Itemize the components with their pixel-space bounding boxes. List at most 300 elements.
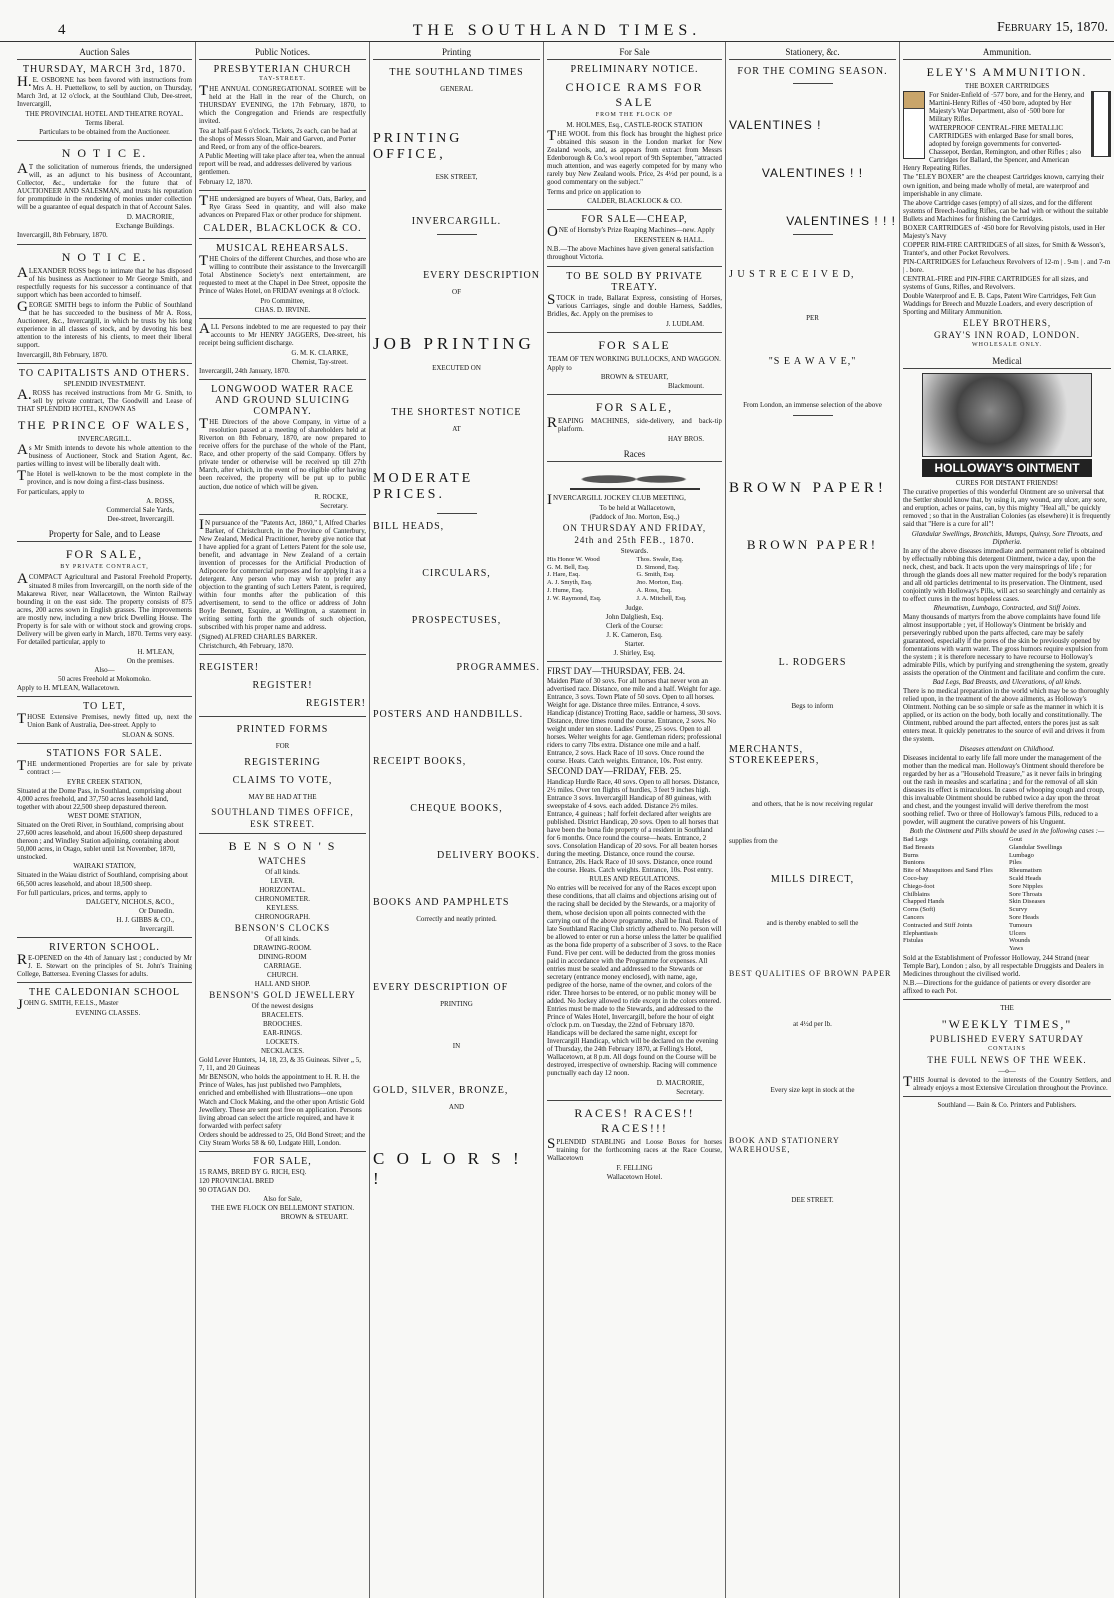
ad-subheading: Glandular Swellings, Bronchitis, Mumps, Quinsy, Sore Throats, and Diptheria. [911, 529, 1103, 546]
ad-body: AT the solicitation of numerous friends, the undersigned will, as an adjunct to his business of Accountant, Collector, &c., undertake for the future that of AUCTIONEER AND SALESMAN, and trusts his reputation for promptitude in the rendering of monies under collection will be a guarantee of equal despatch in that of Account Sales. [17, 161, 192, 212]
list-item: HALL AND SHOP. [254, 980, 311, 989]
ailment-item: Chilblains [903, 890, 930, 898]
masthead [0, 0, 1114, 42]
list-item: DRAWING-ROOM. [253, 944, 312, 953]
signature: Commercial Sale Yards, [106, 506, 174, 515]
signature: BROWN & STEUART. [280, 1212, 348, 1221]
holloway-banner: HOLLOWAY'S OINTMENT [922, 459, 1092, 477]
ad-line: PRINTING [440, 1000, 473, 1008]
divider [199, 379, 366, 380]
ad-subheading: WAIRAKI STATION, [73, 862, 136, 871]
ad-heading: CHEQUE BOOKS, [410, 803, 503, 814]
spacer [729, 772, 896, 794]
ailment-item: Corns (Soft) [903, 906, 936, 914]
list-item: EAR-RINGS. [262, 1029, 303, 1038]
register-line: REGISTER! [199, 662, 260, 674]
ad-line: Also— [94, 665, 115, 674]
ad-heading: REGISTERING [244, 757, 321, 769]
spacer [373, 302, 540, 324]
ad-body: Sold at the Establishment of Professor Holloway, 244 Strand (near Temple Bar), London ; also, by all respectable Druggists and Dealers in Medicines throughout the civilised world. [903, 953, 1104, 978]
ailment-item: Sore Nipples [1009, 882, 1043, 890]
ad-line: THE EWE FLOCK ON BELLEMONT STATION. [210, 1203, 355, 1212]
spacer [373, 1014, 540, 1036]
ad-line: Of all kinds. [265, 935, 300, 944]
signature: F. FELLING [616, 1163, 653, 1172]
ad-body: THE undermentioned Properties are for sale by private contract :— [17, 758, 192, 777]
section-header: Races [547, 444, 722, 462]
ad-body: The above Cartridge cases (empty) of all sizes, and for the different systems of Breech-loading Rifles, can be had with or without the suitable Bullets and Machines for finishing the Cartridges. [903, 198, 1109, 223]
section-header: Property for Sale, and to Lease [17, 524, 192, 542]
spacer [373, 586, 540, 608]
spacer [729, 373, 896, 395]
ad-heading: PROGRAMMES. [456, 662, 540, 673]
ailments-left [903, 836, 1005, 953]
ad-body: The Hotel is well-known to be the most complete in the province, and is now doing a first-class business. [17, 468, 192, 487]
ad-heading: FOR SALE, [595, 399, 674, 414]
ailment-item: Wounds [1009, 937, 1031, 945]
ad-heading: VALENTINES ! [729, 118, 822, 132]
spacer [729, 1168, 896, 1190]
ad-heading: B E N S O N ' S [228, 839, 337, 854]
divider [903, 999, 1111, 1000]
ad-heading: TO CAPITALISTS AND OTHERS. [18, 368, 191, 380]
signature: CHAS. D. IRVINE. [254, 305, 311, 314]
ailment-item: Piles [1009, 859, 1022, 867]
ad-body: CENTRAL-FIRE and PIN-FIRE CARTRIDGES for all sizes, and systems of Guns, Rifles, and Revolvers. [903, 275, 1089, 292]
signature: SLOAN & SONS. [122, 731, 174, 740]
ailment-item: Burns [903, 851, 919, 859]
ailment-item: Bad Breasts [903, 843, 935, 851]
ad-heading: PRESBYTERIAN CHURCH [213, 64, 352, 75]
divider [17, 140, 192, 141]
divider [199, 238, 366, 239]
spacer [373, 539, 540, 561]
signature: R. ROCKE, [314, 492, 348, 501]
ailment-item: Ulcers [1009, 929, 1026, 937]
ailment-item: Contracted and Stiff Joints [903, 921, 973, 929]
list-item: BROOCHES. [262, 1020, 303, 1029]
ad-line: INVERCARGILL. [77, 435, 132, 444]
spacer [729, 1034, 896, 1080]
section-header: Printing [373, 42, 540, 60]
ad-line: Of the newest designs [251, 1002, 314, 1011]
ad-subheading: BY PRIVATE CONTRACT, [60, 564, 149, 571]
divider [903, 1096, 1111, 1097]
ailments-list [903, 836, 1111, 953]
divider [547, 266, 722, 267]
divider [547, 661, 722, 662]
ad-subheading: Rheumatism, Lumbago, Contracted, and Stiff Joints. [933, 603, 1081, 612]
spacer [373, 680, 540, 702]
signature: GRAY'S INN ROAD, LONDON. [933, 330, 1081, 341]
list-item: 90 OTAGAN DO. [199, 1185, 251, 1194]
ad-body: THE WOOL from this flock has brought the highest price obtained this season in the London market for New Zealand wools, and, as appears from extract from Messrs Edenborough & Co.'s wool report of 9th September, "attracted much attention, and was eagerly competed for by many who rarely buy New Zealand wools. Price, 2s 4½d per pound, is a good commentary on the subject." [547, 128, 722, 187]
ad-heading: TO LET, [83, 700, 126, 712]
race-day-heading: FIRST DAY—THURSDAY, FEB. 24. [547, 665, 686, 676]
ad-line: supplies from the [729, 837, 778, 845]
ad-line: Also for Sale, [263, 1194, 302, 1203]
spacer [729, 933, 896, 955]
dateline: February 12, 1870. [199, 177, 253, 186]
spacer [729, 674, 896, 696]
ad-subheading: 24th and 25th FEB., 1870. [574, 534, 695, 545]
ad-subheading: TAY-STREET. [259, 76, 306, 82]
ailment-item: Rheumatism [1009, 867, 1042, 875]
list-item: CARRIAGE. [263, 962, 302, 971]
ad-heading: INVERCARGILL JOCKEY CLUB MEETING, [547, 491, 686, 508]
signature: Secretary. [320, 501, 348, 510]
ad-heading: CLAIMS TO VOTE, [232, 775, 333, 787]
ad-body: IN pursuance of the "Patents Act, 1860," I, Alfred Charles Barker, of Christchurch, in the Province of Canterbury, New Zealand, Medical Practitioner, hereby give notice that I have applied for a grant of Letters Patent for the sole use, benefit, and advantage in New Zealand of a certain invention of processes for the Artificial Production of Adipocere for commercial purposes and for applying it as a detergent. Any person who may wish to prefer any objection to the granting of such Letters Patent, is required, within four months after the publication of this advertisement, to send to the office or address of John Boyle Bennett, Esquire, at Wellington, a statement in writing setting forth the grounds of such objection, subscribed with his proper name and address. [199, 516, 366, 632]
divider [199, 1151, 366, 1152]
ad-heading: J U S T R E C E I V E D, [729, 269, 855, 280]
spacer [373, 774, 540, 796]
spacer [729, 286, 896, 308]
ad-heading: FOR SALE, [65, 547, 144, 562]
racehorse-illustration [570, 466, 700, 490]
signature: ELEY BROTHERS, [962, 318, 1052, 329]
race-day-heading: SECOND DAY—FRIDAY, FEB. 25. [547, 766, 682, 777]
ad-line: N.B.—The above Machines have given general satisfaction throughout Victoria. [547, 245, 714, 262]
ad-heading: BROWN PAPER! [746, 537, 879, 552]
ad-line: IN [452, 1042, 461, 1050]
ad-heading: STATIONS FOR SALE. [46, 748, 163, 760]
stewards-list [547, 556, 722, 603]
signature: Wallacetown Hotel. [606, 1172, 663, 1181]
column-public-notices [196, 42, 370, 1598]
ad-line: Judge. [625, 603, 644, 612]
signature: Chemist, Tay-street. [291, 358, 348, 367]
ad-subheading: THE PROVINCIAL HOTEL AND THEATRE ROYAL. [25, 110, 184, 119]
ad-heading: BOOK AND STATIONERY WAREHOUSE, [729, 1136, 840, 1155]
ad-line: OF [452, 288, 461, 296]
list-item: HORIZONTAL. [259, 886, 306, 895]
ad-subheading: Bad Legs, Bad Breasts, and Ulcerations, of all kinds. [932, 678, 1082, 687]
signature: A. ROSS, [146, 497, 174, 506]
imprint: Southland — Bain & Co. Printers and Publishers. [937, 1101, 1077, 1110]
divider [17, 244, 192, 245]
column-ammunition-medical [900, 42, 1114, 1598]
ad-subheading: CURES FOR DISTANT FRIENDS! [955, 479, 1059, 488]
list-item: G. M. Bell, Esq. [547, 563, 590, 571]
divider [17, 743, 192, 744]
spacer [373, 99, 540, 121]
ad-body: ALEXANDER ROSS begs to intimate that he has disposed of his business as Auctioneer to Mr George Smith, and respectfully requests for his successor a continuance of that support which has been accorded to himself. [17, 264, 192, 299]
spacer [729, 1100, 896, 1122]
ailment-item: Gout [1009, 835, 1022, 843]
spacer [729, 422, 896, 468]
ad-line: Begs to inform [791, 702, 834, 710]
cartridge-icon [1091, 91, 1111, 157]
ad-subheading: BENSON'S CLOCKS [234, 923, 331, 934]
ad-body: JOHN G. SMITH, F.E.I.S., Master [17, 996, 119, 1013]
ad-line: at 4½d per lb. [793, 1020, 832, 1029]
list-item: 15 RAMS, BRED BY G. RICH, ESQ. [199, 1167, 307, 1176]
ad-body: THOSE Extensive Premises, newly fitted up, next the Union Bank of Australia, Dee-street. Apply to [17, 710, 192, 729]
ad-body: The "ELEY BOXER" are the cheapest Cartridges known, carrying their own ignition, and being made wholly of metal, are waterproof and imperishable in any climate. [903, 173, 1105, 198]
spacer [729, 328, 896, 350]
ad-heading: PRINTED FORMS [236, 724, 329, 736]
list-item: J. Hume, Esq. [547, 587, 584, 595]
ad-heading: THE SHORTEST NOTICE [391, 407, 522, 418]
ad-heading: INVERCARGILL. [411, 216, 502, 227]
signature: CALDER, BLACKLOCK & CO. [203, 222, 362, 234]
cartridge-icon [903, 91, 925, 159]
ad-body: Situated in the Waiau district of Southland, comprising about 66,500 acres leasehold, and about 18,500 sheep. [17, 871, 188, 888]
ad-body: Orders should be addressed to 25, Old Bond Street; and the City Steam Works 58 & 60, Ludgate Hill, London. [199, 1130, 366, 1147]
ailment-item: Bad Legs [903, 835, 928, 843]
ailment-item: Skin Diseases [1009, 898, 1046, 906]
spacer [373, 633, 540, 655]
ailment-item: Scurvy [1009, 906, 1028, 914]
ad-line: AND [448, 1103, 465, 1111]
ad-line: From London, an immense selection of the above [743, 401, 882, 409]
ad-subheading: ON THURSDAY AND FRIDAY, [562, 522, 707, 533]
ad-heading: JOB PRINTING [373, 334, 535, 353]
divider [17, 696, 192, 697]
list-item: G. Smith, Esq. [636, 571, 675, 579]
divider [793, 83, 833, 84]
ad-line: To be held at Wallacetown, [599, 503, 676, 512]
ad-body: Situated at the Dome Pass, in Southland, comprising about 4,000 acres freehold, and 37,750 acres leasehold land, together with about 22,500 sheep depastured thereon. [17, 787, 182, 812]
list-item: LOCKETS. [265, 1038, 300, 1047]
list-item: CHRONOGRAPH. [254, 913, 311, 922]
list-item: J. Hare, Esq. [547, 571, 581, 579]
signature: Dee-street, Invercargill. [107, 515, 174, 524]
ad-body: The curative properties of this wonderful Ointment are so universal that the Settler should know that, by using it, any wound, any ulcer, any sore, and eruption, aches or pains, can, by this mighty "Heal all," be quickly removed ; so that in the Australian Colonies (as elsewhere) it is frequently said that "Here is a cure for all"! [903, 488, 1111, 529]
ad-heading: VALENTINES ! ! ! [786, 214, 896, 228]
ad-subheading: THE BOXER CARTRIDGES [964, 82, 1050, 90]
column-printing [370, 42, 544, 1598]
list-item: DINING-ROOM [258, 953, 307, 962]
dateline: Invercargill, 8th February, 1870. [17, 350, 108, 359]
section-header: Public Notices. [199, 42, 366, 60]
spacer [373, 439, 540, 461]
list-item: D. Simond, Esq. [636, 563, 680, 571]
ad-body: THE undersigned are buyers of Wheat, Oats, Barley, and Rye Grass Seed in quantity, and will also make advances on Prepared Flax or other produce for shipment. [199, 192, 366, 219]
spacer [729, 559, 896, 605]
ad-line: Of all kinds. [265, 868, 300, 877]
divider [199, 833, 366, 834]
ad-heading: POSTERS AND HANDBILLS. [373, 709, 524, 720]
list-item: 120 PROVINCIAL BRED [199, 1176, 274, 1185]
ad-line: and others, that he is now receiving regular [752, 800, 873, 808]
ad-line: Starter. [624, 639, 645, 648]
dateline: Christchurch, 4th February, 1870. [199, 642, 294, 651]
ad-subheading: PUBLISHED EVERY SATURDAY [929, 1034, 1085, 1045]
spacer [729, 138, 896, 160]
divider [437, 513, 477, 514]
ad-body: As Mr Smith intends to devote his whole attention to the business of Auctioneer, Stock and Station Agent, &c. parties willing to invest will be liberally dealt with. [17, 442, 192, 469]
ad-line: Clerk of the Course: [606, 621, 663, 630]
list-item: BRACELETS. [261, 1011, 304, 1020]
ailments-right [1009, 836, 1111, 953]
spacer [373, 868, 540, 890]
ad-heading: L. RODGERS [778, 657, 847, 668]
ad-heading: RECEIPT BOOKS, [373, 756, 467, 767]
divider [17, 363, 192, 364]
signature: D. MACRORIE, [126, 213, 174, 222]
list-item: KEYLESS. [266, 904, 299, 913]
ad-body: STOCK in trade, Ballarat Express, consisting of Horses, various Carriages, single and double Harness, Saddles, Bridles, &c. Apply on the premises to [547, 291, 722, 318]
ad-body: RE-OPENED on the 4th of January last ; conducted by Mr J. E. Stewart on the principles of St. John's Training College, Battersea. Evening Classes for adults. [17, 951, 192, 978]
ad-heading: GOLD, SILVER, BRONZE, [373, 1085, 509, 1096]
ad-line: (Paddock of Jno. Morton, Esq.,) [589, 512, 680, 521]
ad-line: Every size kept in stock at the [770, 1086, 855, 1095]
divider [199, 654, 366, 655]
ad-heading: EVERY DESCRIPTION OF [373, 982, 509, 993]
ailment-item: Cancers [903, 913, 924, 921]
signature: J. LUDLAM. [666, 319, 704, 328]
signature: BROWN & STEUART, [600, 372, 669, 381]
ad-line: AT [452, 425, 461, 433]
ad-line: MAY BE HAD AT THE [248, 793, 317, 802]
ad-subheading: Both the Ointment and Pills should be used in the following cases :— [909, 826, 1105, 835]
ad-heading: MODERATE PRICES. [373, 471, 474, 502]
divider [793, 415, 833, 416]
ad-heading: MILLS DIRECT, [770, 874, 855, 886]
ad-body: BOXER CARTRIDGES of ·450 bore for Revolving pistols, used in Her Majesty's Navy [903, 223, 1105, 240]
ad-heading: "WEEKLY TIMES," [941, 1017, 1073, 1032]
ad-heading: MERCHANTS, STOREKEEPERS, [729, 744, 820, 766]
ad-subheading: THE FULL NEWS OF THE WEEK. [927, 1055, 1087, 1066]
ad-line: J. K. Cameron, Esq. [606, 630, 663, 639]
ad-heading: TO BE SOLD BY PRIVATE TREATY. [566, 270, 703, 293]
list-item: Jno. Morton, Esq. [636, 579, 683, 587]
ad-heading: ESK STREET. [250, 819, 315, 830]
ad-heading: FOR THE COMING SEASON. [737, 66, 888, 77]
signature: CALDER, BLACKLOCK & CO. [587, 197, 682, 206]
signature: Exchange Buildings. [115, 222, 174, 231]
spacer [729, 509, 896, 531]
ad-line: THE [1000, 1004, 1014, 1013]
list-item: A. J. Smyth, Esq. [547, 579, 593, 587]
column-auction-property [14, 42, 196, 1598]
spacer [373, 929, 540, 975]
spacer [729, 992, 896, 1014]
ailment-item: Elephantiasis [903, 929, 938, 937]
ad-body: Tea at half-past 6 o'clock. Tickets, 2s each, can be had at the shops of Messrs Sloan, Mair and Garven, and Porter and Reed, or from any of the office-bearers. [199, 127, 358, 152]
ad-heading: ELEY'S AMMUNITION. [926, 65, 1088, 79]
ad-subheading: WEST DOME STATION, [67, 812, 142, 821]
divider [793, 234, 833, 235]
signature: Pro Committee, [260, 296, 305, 305]
ad-line: Apply to H. M'LEAN, Wallacetown. [17, 683, 120, 692]
column-for-sale-races [544, 42, 726, 1598]
signature: D. MACRORIE, [656, 1078, 704, 1087]
ad-body: Mr BENSON, who holds the appointment to H. R. H. the Prince of Wales, has just published two Pamphlets, enriched and embellished with Illustrations—one upon Watch and Clock Making, and the other upon Artistic Gold Jewellery. These are sent post free on application. Persons living abroad can select the article required, and have it forwarded with perfect safety [199, 1073, 365, 1130]
signature: DALGETY, NICHOLS, &CO., [85, 897, 174, 906]
spacer [729, 241, 896, 263]
ad-body: There is no medical preparation in the world which may be so thoroughly relied upon, in the treatment of the above ailments, as Holloway's Ointment. Nothing can be so simple or safe as the manner in which it is applied, or its action on the body, both locally and constitutionally. The Ointment, rubbed around the part affected, enters the pores just as salt enters meat. It quickly penetrates to the source of evil and drives it from the system. [903, 687, 1110, 744]
signature: On the premises. [126, 656, 174, 665]
ad-body: Diseases incidental to early life fall more under the management of the mother than the medical man. Holloway's Ointment should therefore be regarded by her as a "Household Treasure," as it never fails in bringing out the rash in measles and scarlatina ; and for the removal of all skin diseases its effect is miraculous. In cases of whooping cough and croup, this invaluable Ointment should be rubbed twice a day upon the throat and chest, and the youngest invalid will derive therefrom the most soothing relief. Two or three of Holloway's famous Pills, reduced to a powder, will augment the curative powers of his Unguent. [903, 753, 1105, 826]
divider [547, 332, 722, 333]
spacer [729, 90, 896, 112]
signature: Invercargill. [139, 924, 174, 933]
ad-line: DEE STREET. [791, 1196, 834, 1205]
spacer [729, 814, 896, 836]
holloway-illustration [922, 373, 1092, 457]
signature: G. M. K. CLARKE, [291, 349, 348, 358]
ailment-item: Bite of Musquitoes and Sand Flies [903, 867, 993, 875]
ad-heading: PROSPECTUSES, [411, 615, 502, 626]
spacer [729, 186, 896, 208]
signature: H. M'LEAN, [137, 647, 174, 656]
ailment-item: Lumbago [1009, 851, 1034, 859]
ad-subheading: RULES AND REGULATIONS. [589, 875, 680, 884]
divider [17, 937, 192, 938]
list-item: NECKLACES. [261, 1047, 304, 1056]
ad-heading: BILL HEADS, [373, 521, 445, 532]
ad-heading: THURSDAY, MARCH 3rd, 1870. [22, 64, 187, 75]
ailment-item: Chapped Hands [903, 898, 945, 906]
ad-body: Situated on the Oreti River, in Southland, comprising about 27,600 acres leasehold, and about 16,600 sheep depastured thereon ; and Windley Station adjoining, containing about 50,000 acres, in Otago, sublet until 1st November, 1870, unstocked. [17, 821, 184, 862]
stewards-left [547, 556, 633, 603]
ad-heading: BROWN PAPER! [729, 480, 887, 496]
dateline: Invercargill, 24th January, 1870. [199, 367, 290, 376]
ad-line: Apply to [547, 363, 572, 372]
spacer [373, 821, 540, 843]
ad-heading: PRINTING OFFICE, [373, 131, 463, 162]
divider [199, 514, 366, 515]
ad-line: GENERAL [440, 85, 473, 93]
spacer [373, 1056, 540, 1078]
ad-heading: RIVERTON SCHOOL. [49, 941, 160, 953]
ad-heading: "S E A W A V E," [768, 356, 857, 367]
column-stationery [726, 42, 900, 1598]
issue-date: February 15, 1870. [996, 20, 1108, 35]
signature: (Signed) ALFRED CHARLES BARKER. [199, 633, 318, 642]
ad-line: Correctly and neatly printed. [416, 915, 497, 923]
ad-heading: FOR SALE [598, 337, 671, 352]
ad-body: N.B.—Directions for the guidance of patients or every disorder are affixed to each Pot. [903, 979, 1091, 996]
ad-body: THE Directors of the above Company, in virtue of a resolution passed at a meeting of shareholders held at Riverton on 8th February, 1870, are now prepared to receive offers for the purchase of the whole of the Plant, Race, and other property of the said Company. Offers by private tender or otherwise will be received up till 27th March, after which, in the event of no eligible offer having been received, the property will be put up to public auction, due notice of which will be given. [199, 416, 366, 491]
ad-heading: N O T I C E. [61, 146, 148, 161]
divider [199, 716, 366, 717]
spacer [373, 1117, 540, 1139]
ad-heading: THE CALEDONIAN SCHOOL [29, 986, 180, 998]
ad-heading: EVERY DESCRIPTION [423, 270, 540, 281]
ad-line: For particulars, apply to [17, 488, 85, 497]
ad-body: ACOMPACT Agricultural and Pastoral Freehold Property, situated 8 miles from Invercargill, on the north side of the Makarewa River, near Wallacetown, the Winton Railway bounding it on the east side. The property consists of 875 acres, 200 acres sown in English grasses. The improvements are mostly new, including a new brick Dwelling House. The Property is for sale with or without stock and growing crops. Delivery will be given early in March, 1870. Terms very easy. For detailed particular, apply to [17, 571, 192, 646]
divider [199, 190, 366, 191]
ad-line: John Dalgliesh, Esq. [605, 612, 664, 621]
ad-subheading: EYRE CREEK STATION, [66, 778, 143, 787]
list-item: Thos. Swale, Esq. [636, 555, 684, 563]
divider [547, 394, 722, 395]
ad-subheading: WATCHES [258, 856, 307, 867]
ad-heading: C O L O R S ! ! [373, 1149, 523, 1188]
ad-body: TEAM OF TEN WORKING BULLOCKS, AND WAGGON. [548, 354, 721, 363]
ad-body: THE ANNUAL CONGREGATIONAL SOIREE will be held at the Hall in the rear of the Church, on THURSDAY EVENING, the 17th February, 1870, to which the Congregation and Friends are respectfully invited. [199, 83, 366, 126]
register-line: REGISTER! [305, 698, 366, 710]
ad-heading: SOUTHLAND TIMES OFFICE, [211, 807, 354, 818]
spacer [373, 241, 540, 263]
ad-line: 50 acres Freehold at Mokomoko. [58, 674, 151, 683]
ad-line: J. Shirley, Esq. [613, 648, 656, 657]
signature: Secretary. [676, 1087, 704, 1096]
signature: H. J. GIBBS & CO., [116, 915, 174, 924]
ad-body: Handicap Hurdle Race, 40 sovs. Open to all horses. Distance, 2½ miles. Over ten flights of hurdles, 3 feet 9 inches high. Entrance 3 sovs. Invercargill Handicap of 80 guineas, with sweepstake of 4 sovs. each added. Distance 2½ miles. Entrance, 4 guineas ; half forfeit declared after weights are published. District Handicap, 20 sovs. Open to all horses that have been the bona fide property of a resident in Southland for 6 months. Once round the course—heats. Entrance, 2 sovs. Consolation Handicap of 20 sovs. For all beaten horses during the meeting. Distance, once round the course. Entrance, 20s. Hack Race of 10 sovs. Distance, once round the course. Heats. Catch weights. Entrance, 10s. Post entry. [547, 777, 720, 875]
ad-heading: DELIVERY BOOKS. [437, 850, 540, 861]
spacer [729, 846, 896, 868]
ad-subheading: SPLENDID INVESTMENT. [63, 380, 146, 389]
register-line: REGISTER! [252, 680, 313, 692]
divider [437, 234, 477, 235]
ad-body: ONE of Hornsby's Prize Reaping Machines—new. Apply [547, 224, 715, 241]
ad-body: COPPER RIM-FIRE CARTRIDGES of all sizes, for Smith & Wesson's, Tranter's, and other Pocket Revolvers. [903, 240, 1106, 257]
